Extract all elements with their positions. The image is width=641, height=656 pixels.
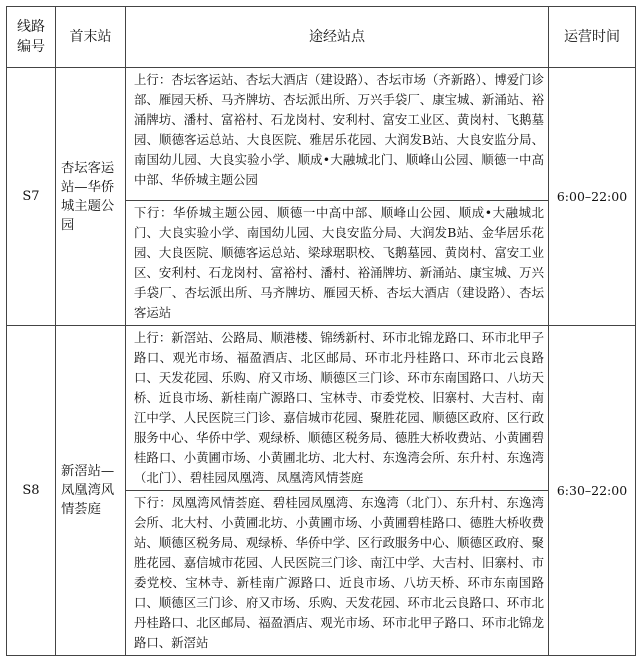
route-hours: 6:00–22:00: [549, 68, 636, 326]
route-code: S7: [7, 68, 56, 326]
bus-route-table: [6, 6, 636, 656]
route-table-sheet: [6, 6, 635, 650]
header-line-code-line2: 编号: [17, 39, 45, 55]
header-hours: 运营时间: [549, 7, 636, 68]
table-row: [7, 68, 636, 201]
table-header-row: [7, 7, 636, 68]
header-stops: 途经站点: [126, 7, 549, 68]
route-hours: 6:30–22:00: [549, 326, 636, 656]
route-termini: 新滘站—凤凰湾风情荟庭: [56, 326, 126, 656]
route-down-stops: 下行：华侨城主题公园、顺德一中高中部、顺峰山公园、顺成•大融城北门、大良实验小学、南国幼儿园、大良安监分局、大润发B站、金华居乐花园、大良医院、顺德客运总站、梁球琚职校、飞鹅墓园、黄岗村、富安工业区、安利村、石龙岗村、富裕村、潘村、裕涌牌坊、新涌站、康宝城、万兴手袋厂、杏坛派出所、马齐牌坊、雁园天桥、杏坛大酒店（建设路）、杏坛客运站: [126, 201, 549, 326]
table-row: [7, 326, 636, 491]
route-up-stops: 上行：杏坛客运站、杏坛大酒店（建设路）、杏坛市场（齐新路）、博爱门诊部、雁园天桥、马齐牌坊、杏坛派出所、万兴手袋厂、康宝城、新涌站、裕涌牌坊、潘村、富裕村、石龙岗村、安利村、富安工业区、黄岗村、飞鹅墓园、顺德客运总站、大良医院、雅居乐花园、大润发B站、大良安监分局、南国幼儿园、大良实验小学、顺成•大融城北门、顺峰山公园、顺德一中高中部、华侨城主题公园: [126, 68, 549, 201]
header-line-code-line1: 线路: [17, 19, 45, 35]
header-line-code: [7, 7, 56, 68]
route-down-stops: 下行：凤凰湾风情荟庭、碧桂园凤凰湾、东逸湾（北门）、东升村、东逸湾会所、北大村、小黄圃北坊、小黄圃市场、小黄圃碧桂路口、德胜大桥收费站、顺德区税务局、观绿桥、华侨中学、区行政服务中心、顺德区政府、聚胜花园、嘉信城市花园、人民医院三门诊、南江中学、大吉村、旧寨村、市委党校、宝林寺、新桂南广源路口、近良市场、八坊天桥、环市东南国路口、顺德区三门诊、府又市场、乐购、天发花园、环市北云良路口、环市北丹桂路口、北区邮局、福盈酒店、观光市场、环市北甲子路口、环市北锦龙路口、新滘站: [126, 491, 549, 656]
route-termini: 杏坛客运站—华侨城主题公园: [56, 68, 126, 326]
header-termini: 首末站: [56, 7, 126, 68]
route-code: S8: [7, 326, 56, 656]
route-up-stops: 上行：新滘站、公路局、顺港楼、锦绣新村、环市北锦龙路口、环市北甲子路口、观光市场、福盈酒店、北区邮局、环市北丹桂路口、环市北云良路口、天发花园、乐购、府又市场、顺德区三门诊、环市东南国路口、八坊天桥、近良市场、新桂南广源路口、宝林寺、市委党校、旧寨村、大吉村、南江中学、人民医院三门诊、嘉信城市花园、聚胜花园、顺德区政府、区行政服务中心、华侨中学、观绿桥、顺德区税务局、德胜大桥收费站、小黄圃碧桂路口、小黄圃市场、小黄圃北坊、北大村、东逸湾会所、东升村、东逸湾（北门）、碧桂园凤凰湾、凤凰湾风情荟庭: [126, 326, 549, 491]
